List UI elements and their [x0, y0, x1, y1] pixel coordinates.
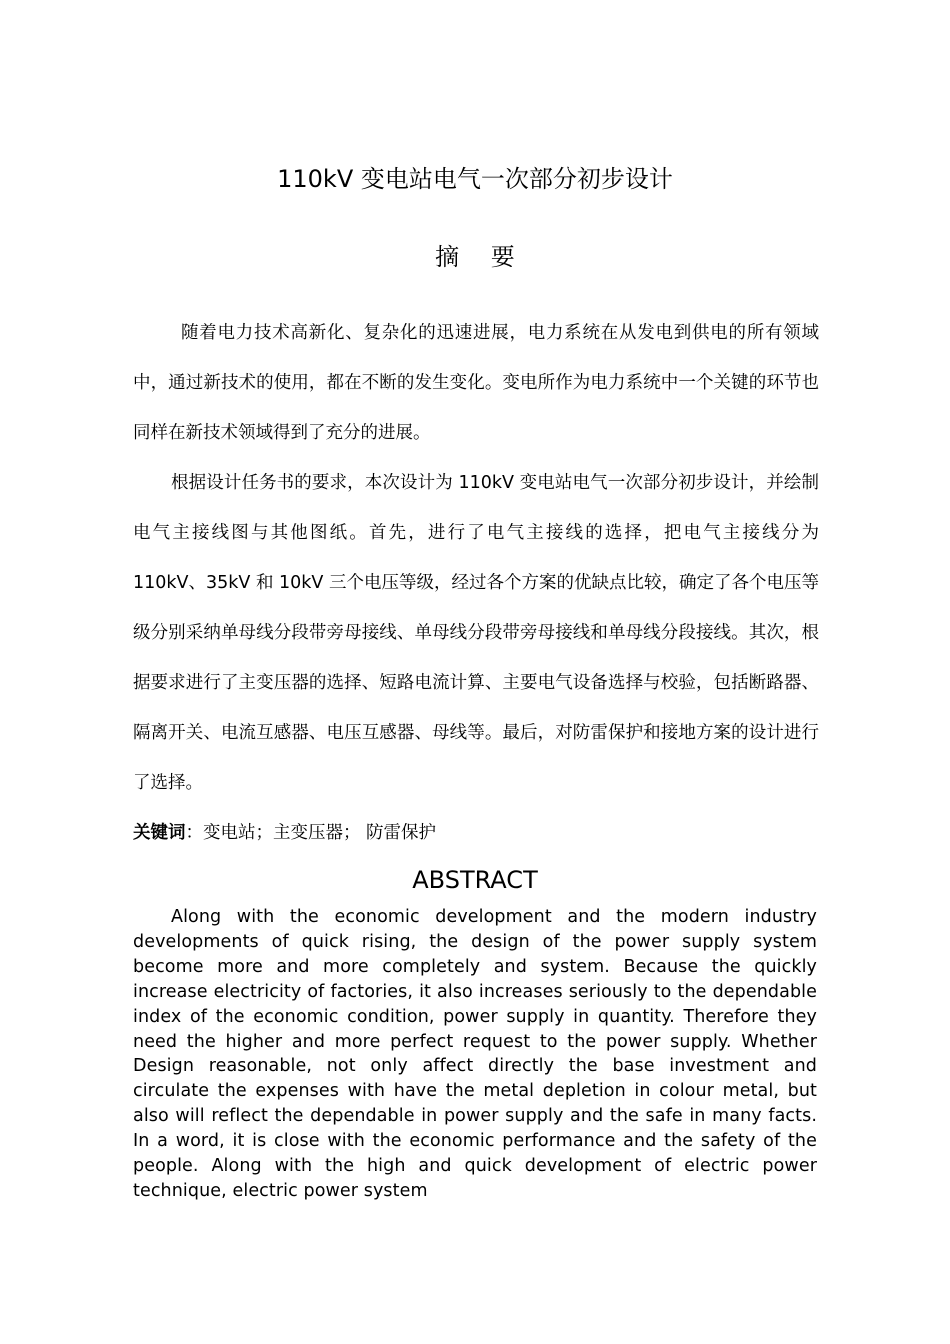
document-title: 110kV 变电站电气一次部分初步设计 — [277, 165, 673, 193]
keywords-text: ：变电站；主变压器； 防雷保护 — [185, 823, 437, 843]
abstract-body-zh — [133, 308, 819, 858]
abstract-paragraph-en: Along with the economic development and the modern industry developments of quick rising, the design of the power supply system become more and more completely and system. Because the quickly increase electricity of factories, it also increases seriously to the dependable index of the economic condition, power supply in quantity. Therefore they need the higher and more perfect request to the power supply. Whether Design reasonable, not only affect directly the base investment and circulate the expenses with have the metal depletion in colour metal, but also will reflect the dependable in power supply and the safe in many facts. In a word, it is close with the economic performance and the safety of the people. Along with the high and quick development of electric power technique, electric power system — [133, 907, 817, 1201]
keywords-line — [133, 808, 819, 858]
keywords-label: 关键词 — [133, 823, 186, 843]
abstract-paragraph-1: 随着电力技术高新化、复杂化的迅速进展，电力系统在从发电到供电的所有领域中，通过新技术的使用，都在不断的发生变化。变电所作为电力系统中一个关键的环节也同样在新技术领域得到了充分的进展。 — [133, 323, 819, 443]
abstract-heading-zh: 摘 要 — [435, 243, 527, 271]
abstract-paragraph-2: 根据设计任务书的要求，本次设计为 110kV 变电站电气一次部分初步设计，并绘制电气主接线图与其他图纸。首先，进行了电气主接线的选择，把电气主接线分为 110kV、35kV 和 10kV 三个电压等级，经过各个方案的优缺点比较，确定了各个电压等级分别采纳单母线分段带旁母接线、单母线分段带旁母接线和单母线分段接线。其次，根据要求进行了主变压器的选择、短路电流计算、主要电气设备选择与校验，包括断路器、隔离开关、电流互感器、电压互感器、母线等。最后，对防雷保护和接地方案的设计进行了选择。 — [133, 473, 819, 793]
abstract-heading-en: ABSTRACT — [412, 866, 538, 894]
